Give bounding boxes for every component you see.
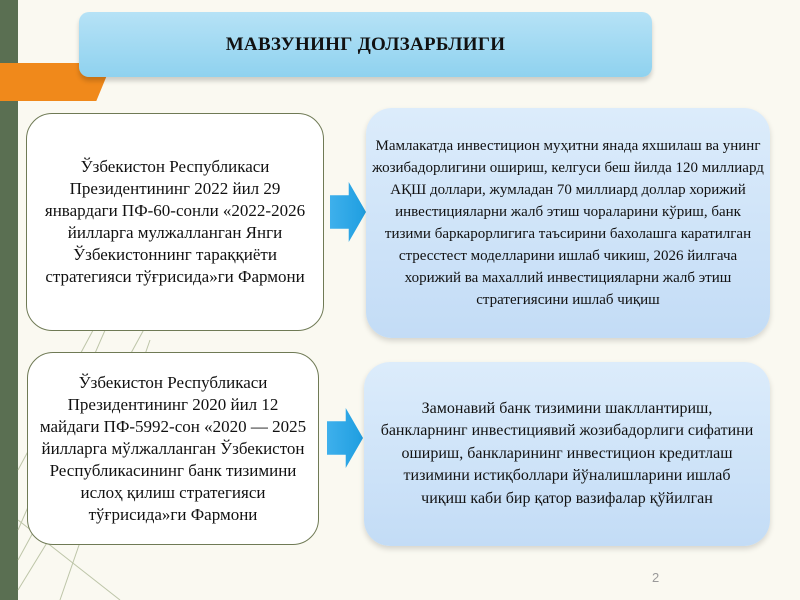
title-banner — [79, 12, 652, 77]
slide-title: МАВЗУНИНГ ДОЛЗАРБЛИГИ — [225, 33, 506, 55]
decree-box-2020 — [27, 352, 319, 545]
tasks-box-2020 — [364, 362, 770, 546]
decree-box-2022 — [26, 113, 324, 331]
decree-text-2022: Ўзбекистон Республикаси Президентининг 2022 йил 29 январдаги ПФ-60-сонли «2022-2026 йилларга мулжалланган Янги Ўзбекистоннинг тараққиёти стратегияси тўғрисида»ги Фармони — [44, 157, 306, 286]
page-number: 2 — [652, 570, 660, 585]
tasks-box-2022 — [366, 108, 770, 338]
tasks-text-2020: Замонавий банк тизимини шакллантириш, банкларнинг инвестициявий жозибадорлиги сифатини ошириш, банкларининг инвестицион кредитлаш тизимини истиқболлари йўналишларини ишлаб чиқиш каби бир қатор вазифалар қўйилган — [380, 399, 754, 507]
tasks-text-2022: Мамлакатда инвестицион муҳитни янада яхшилаш ва унинг жозибадорлигини ошириш, келгуси беш йилда 120 миллиард АҚШ доллари, жумладан 70 миллиард доллар хорижий инвестицияларни жалб этиш чораларини кўриш, банк тизими баркарорлигига таъсирини бахолашга каратилган стресстест моделларини ишлаб чикиш, 2026 йилгача хорижий ва махаллий инвестицияларни жалб этиш стратегиясини ишлаб чиқиш — [372, 138, 764, 308]
decree-text-2020: Ўзбекистон Республикаси Президентининг 2020 йил 12 майдаги ПФ-5992-сон «2020 — 2025 йилларга мўлжалланган Ўзбекистон Республикасининг банк тизимини ислоҳ қилиш стратегияси тўғрисида»ги Фармони — [39, 372, 307, 524]
